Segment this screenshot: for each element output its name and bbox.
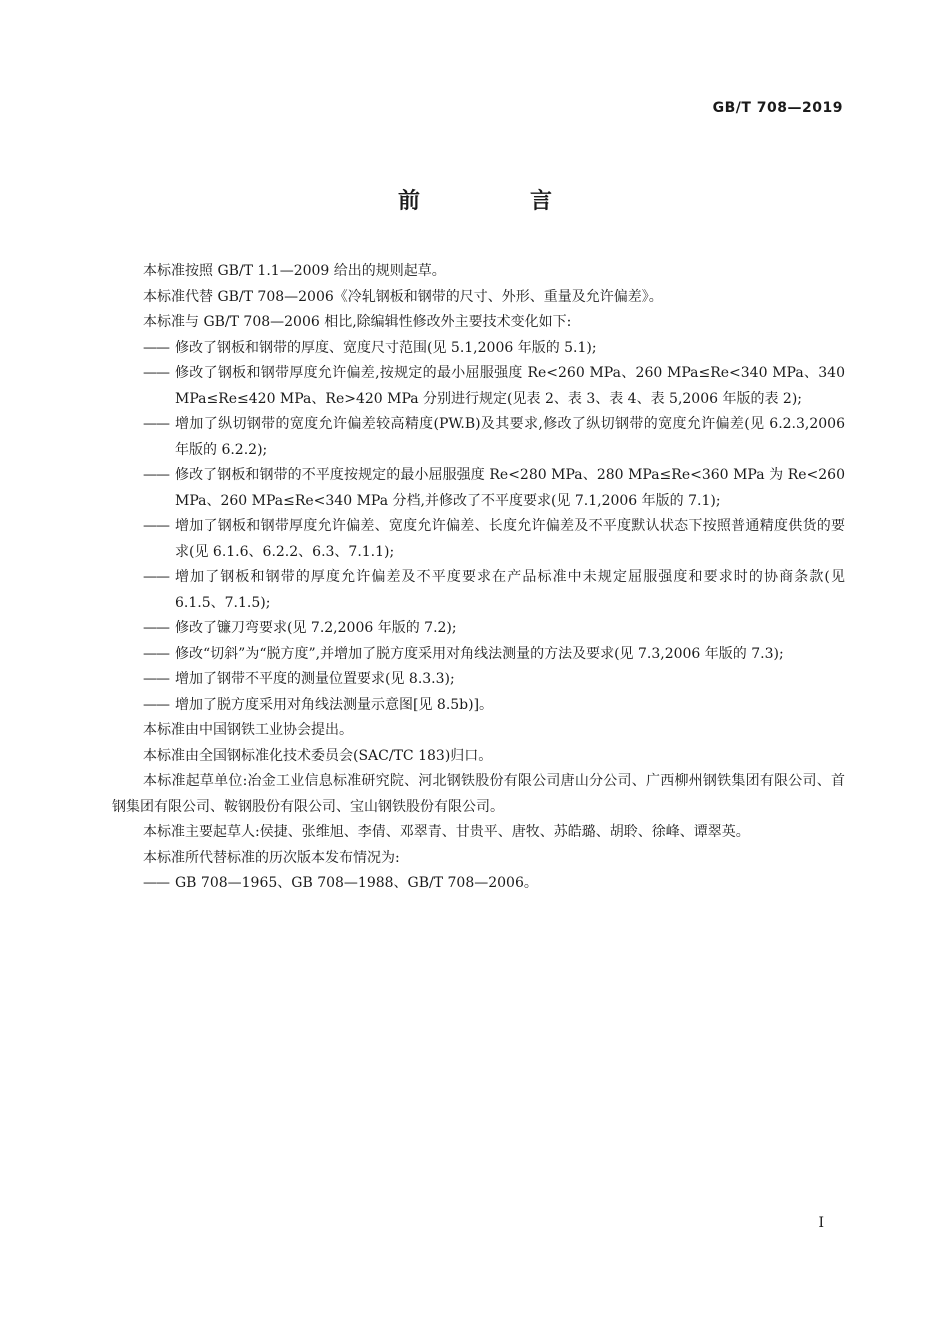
list-item-text: 修改了钢板和钢带的不平度按规定的最小屈服强度 Re<280 MPa、280 MPa≤Re<360 MPa 为 Re<260 MPa、260 MPa≤Re<340 MPa 分档,并修改了不平度要求(见 7.1,2006 年版的 7.1);: [175, 467, 845, 509]
list-item: [143, 616, 845, 642]
paragraph: 本标准由中国钢铁工业协会提出。: [143, 722, 353, 738]
dash-marker: ——: [143, 671, 169, 687]
list-item-text: 增加了纵切钢带的宽度允许偏差较高精度(PW.B)及其要求,修改了纵切钢带的宽度允许偏差(见 6.2.3,2006 年版的 6.2.2);: [175, 416, 845, 458]
list-item: [143, 412, 845, 463]
dash-marker: ——: [143, 620, 169, 636]
paragraph: 本标准代替 GB/T 708—2006《冷轧钢板和钢带的尺寸、外形、重量及允许偏差》。: [143, 288, 663, 305]
list-item-text: 修改“切斜”为“脱方度”,并增加了脱方度采用对角线法测量的方法及要求(见 7.3,2006 年版的 7.3);: [175, 645, 784, 662]
list-item: [143, 565, 845, 616]
list-item-text: 修改了镰刀弯要求(见 7.2,2006 年版的 7.2);: [175, 620, 457, 636]
list-item: [143, 336, 845, 362]
foreword-body: [112, 259, 845, 897]
dash-marker: ——: [143, 467, 169, 483]
list-item: [143, 463, 845, 514]
paragraph: 本标准由全国钢标准化技术委员会(SAC/TC 183)归口。: [143, 747, 493, 764]
list-item: [143, 642, 845, 668]
paragraph: 本标准主要起草人:侯捷、张维旭、李倩、邓翠青、甘贵平、唐牧、苏皓璐、胡聆、徐峰、谭翠英。: [143, 824, 750, 840]
list-item: [143, 667, 845, 693]
list-item-text: 增加了脱方度采用对角线法测量示意图[见 8.5b)]。: [175, 696, 494, 713]
paragraph: 本标准按照 GB/T 1.1—2009 给出的规则起草。: [143, 263, 446, 279]
dash-marker: ——: [143, 339, 169, 356]
paragraph: 本标准与 GB/T 708—2006 相比,除编辑性修改外主要技术变化如下:: [143, 314, 572, 330]
list-item: [143, 361, 845, 412]
list-item-text: 增加了钢板和钢带厚度允许偏差、宽度允许偏差、长度允许偏差及不平度默认状态下按照普通精度供货的要求(见 6.1.6、6.2.2、6.3、7.1.1);: [175, 518, 845, 560]
list-item-text: 修改了钢板和钢带的厚度、宽度尺寸范围(见 5.1,2006 年版的 5.1);: [175, 339, 597, 356]
dash-marker: ——: [143, 518, 169, 534]
dash-marker: ——: [143, 875, 169, 891]
dash-marker: ——: [143, 569, 169, 585]
dash-marker: ——: [143, 416, 169, 432]
history-text: GB 708—1965、GB 708—1988、GB/T 708—2006。: [175, 875, 538, 891]
paragraph: 本标准所代替标准的历次版本发布情况为:: [143, 849, 400, 866]
paragraph: 本标准起草单位:冶金工业信息标准研究院、河北钢铁股份有限公司唐山分公司、广西柳州钢铁集团有限公司、首钢集团有限公司、鞍钢股份有限公司、宝山钢铁股份有限公司。: [112, 773, 845, 815]
dash-marker: ——: [143, 365, 169, 381]
list-item: [143, 693, 845, 719]
list-item-text: 修改了钢板和钢带厚度允许偏差,按规定的最小屈服强度 Re<260 MPa、260 MPa≤Re<340 MPa、340 MPa≤Re≤420 MPa、Re>420 MPa 分别进行规定(见表 2、表 3、表 4、表 5,2006 年版的表 2);: [175, 365, 845, 407]
dash-marker: ——: [143, 645, 169, 662]
list-item: [143, 514, 845, 565]
page-number: I: [818, 1215, 824, 1231]
list-item-text: 增加了钢板和钢带的厚度允许偏差及不平度要求在产品标准中未规定屈服强度和要求时的协商条款(见 6.1.5、7.1.5);: [175, 569, 845, 611]
standard-code: GB/T 708—2019: [712, 100, 843, 116]
dash-marker: ——: [143, 696, 169, 713]
list-item: [143, 871, 845, 897]
page-title: 前 言: [397, 189, 596, 214]
list-item-text: 增加了钢带不平度的测量位置要求(见 8.3.3);: [175, 671, 455, 687]
